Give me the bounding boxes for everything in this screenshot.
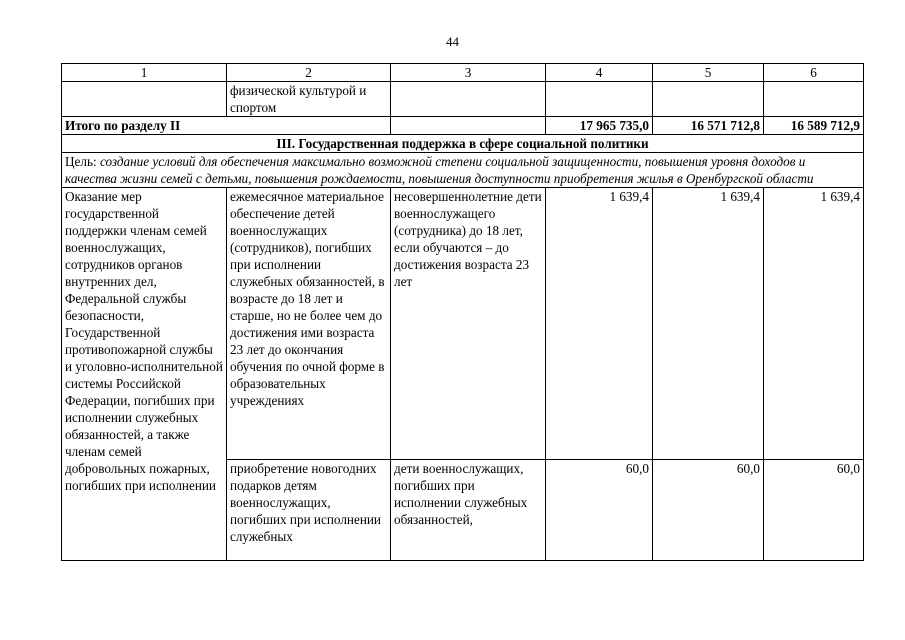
total-value-col6: 16 589 712,9 xyxy=(764,117,864,135)
section-total-row xyxy=(62,117,864,135)
measure-value-col5: 1 639,4 xyxy=(653,188,764,460)
goal-text: создание условий для обеспечения максимально возможной степени социальной защищенности, повышения уровня доходов и качества жизни семей с детьми, повышения рождаемости, повышения доступности приобретения жилья в Оренбургской области xyxy=(65,154,814,186)
goal-row xyxy=(62,153,864,188)
measure-value-col5: 60,0 xyxy=(653,460,764,561)
goal-label: Цель: xyxy=(65,154,100,169)
measure-value-col4: 1 639,4 xyxy=(546,188,653,460)
column-number: 2 xyxy=(227,64,391,82)
measure-value-col6: 1 639,4 xyxy=(764,188,864,460)
column-number-row xyxy=(62,64,864,82)
column-number: 5 xyxy=(653,64,764,82)
budget-table xyxy=(61,63,864,561)
table-cell xyxy=(391,82,546,117)
page-number: 44 xyxy=(446,34,459,49)
table-cell xyxy=(653,82,764,117)
total-value-col4: 17 965 735,0 xyxy=(546,117,653,135)
measure-recipients: несовершеннолетние дети военнослужащего (сотрудника) до 18 лет, если обучаются – до достижения возраста 23 лет xyxy=(391,188,546,460)
total-value-col5: 16 571 712,8 xyxy=(653,117,764,135)
column-number: 4 xyxy=(546,64,653,82)
section-title: III. Государственная поддержка в сфере социальной политики xyxy=(62,135,864,153)
column-number: 6 xyxy=(764,64,864,82)
measure-item: ежемесячное материальное обеспечение детей военнослужащих (сотрудников), погибших при исполнении служебных обязанностей, в возрасте до 18 лет и старше, но не более чем до достижения ими возраста 23 лет до окончания обучения по очной форме в образовательных учреждениях xyxy=(227,188,391,460)
table-cell xyxy=(546,82,653,117)
table-cell xyxy=(391,117,546,135)
measure-value-col6: 60,0 xyxy=(764,460,864,561)
table-cell xyxy=(62,82,227,117)
goal-cell xyxy=(62,153,864,188)
column-number: 1 xyxy=(62,64,227,82)
measure-description: Оказание мер государственной поддержки членам семей военнослужащих, сотрудников органов внутренних дел, Федеральной службы безопасности, Государственной противопожарной службы и уголовно-исполнительной системы Российской Федерации, погибших при исполнении служебных обязанностей, а также членам семей добровольных пожарных, погибших при исполнении xyxy=(62,188,227,561)
column-number: 3 xyxy=(391,64,546,82)
continuation-row xyxy=(62,82,864,117)
table-cell: физической культурой и спортом xyxy=(227,82,391,117)
table-cell xyxy=(764,82,864,117)
measure-value-col4: 60,0 xyxy=(546,460,653,561)
measure-item: приобретение новогодних подарков детям военнослужащих, погибших при исполнении служебных xyxy=(227,460,391,561)
section-title-row xyxy=(62,135,864,153)
measure-row xyxy=(62,188,864,460)
measure-recipients: дети военнослужащих, погибших при исполнении служебных обязанностей, xyxy=(391,460,546,561)
total-label: Итого по разделу II xyxy=(62,117,391,135)
